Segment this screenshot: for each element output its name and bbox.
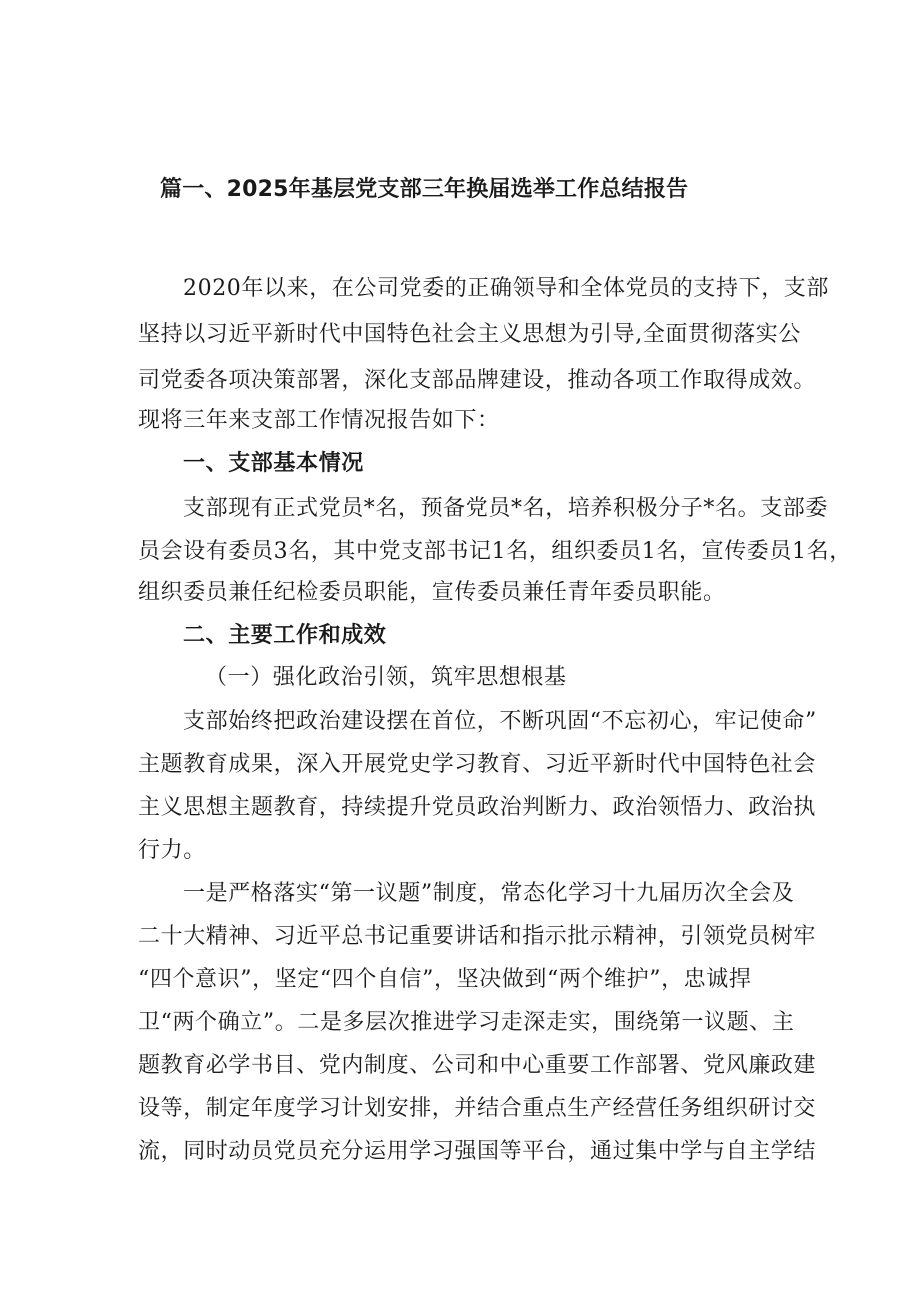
para-2-line-5: 题教育必学书目、党内制度、公司和中心重要工作部署、党风廉政建	[138, 1053, 817, 1078]
para-1-line-4: 行力。	[138, 838, 206, 863]
para-1-line-2: 主题教育成果，深入开展党史学习教育、习近平新时代中国特色社会	[138, 752, 817, 777]
section-1-line-1: 支部现有正式党员*名，预备党员*名，培养积极分子*名。支部委	[183, 496, 829, 521]
para-2-line-7: 流，同时动员党员充分运用学习强国等平台，通过集中学与自主学结	[138, 1139, 817, 1164]
para-2-line-2: 二十大精神、习近平总书记重要讲话和指示批示精神，引领党员树牢	[138, 924, 817, 949]
section-2-heading: 二、主要工作和成效	[183, 623, 387, 648]
intro-line-2: 坚持以习近平新时代中国特色社会主义思想为引导,全面贯彻落实公	[138, 322, 801, 347]
para-2-line-1: 一是严格落实“第一议题”制度，常态化学习十九届历次全会及	[183, 881, 795, 906]
intro-line-3: 司党委各项决策部署，深化支部品牌建设，推动各项工作取得成效。	[138, 368, 817, 393]
intro-line-1: 2020年以来，在公司党委的正确领导和全体党员的支持下，支部	[183, 276, 829, 301]
para-2-line-4: 卫“两个确立”。二是多层次推进学习走深走实，围绕第一议题、主	[138, 1010, 795, 1035]
section-2-subheading: （一）强化政治引领，筑牢思想根基	[205, 665, 567, 690]
para-1-line-3: 主义思想主题教育，持续提升党员政治判断力、政治领悟力、政治执	[138, 795, 817, 820]
para-1-line-1: 支部始终把政治建设摆在首位，不断巩固“不忘初心，牢记使命”	[183, 709, 817, 734]
section-1-line-2: 员会设有委员3名，其中党支部书记1名，组织委员1名，宣传委员1名，	[138, 539, 852, 564]
document-title: 篇一、2025年基层党支部三年换届选举工作总结报告	[160, 177, 689, 202]
para-2-line-3: “四个意识”，坚定“四个自信”，坚决做到“两个维护”，忠诚捍	[138, 967, 752, 992]
intro-line-4: 现将三年来支部工作情况报告如下：	[138, 408, 500, 433]
section-1-heading: 一、支部基本情况	[183, 451, 364, 476]
para-2-line-6: 设等，制定年度学习计划安排，并结合重点生产经营任务组织研讨交	[138, 1096, 817, 1121]
section-1-line-3: 组织委员兼任纪检委员职能，宣传委员兼任青年委员职能。	[138, 580, 726, 605]
